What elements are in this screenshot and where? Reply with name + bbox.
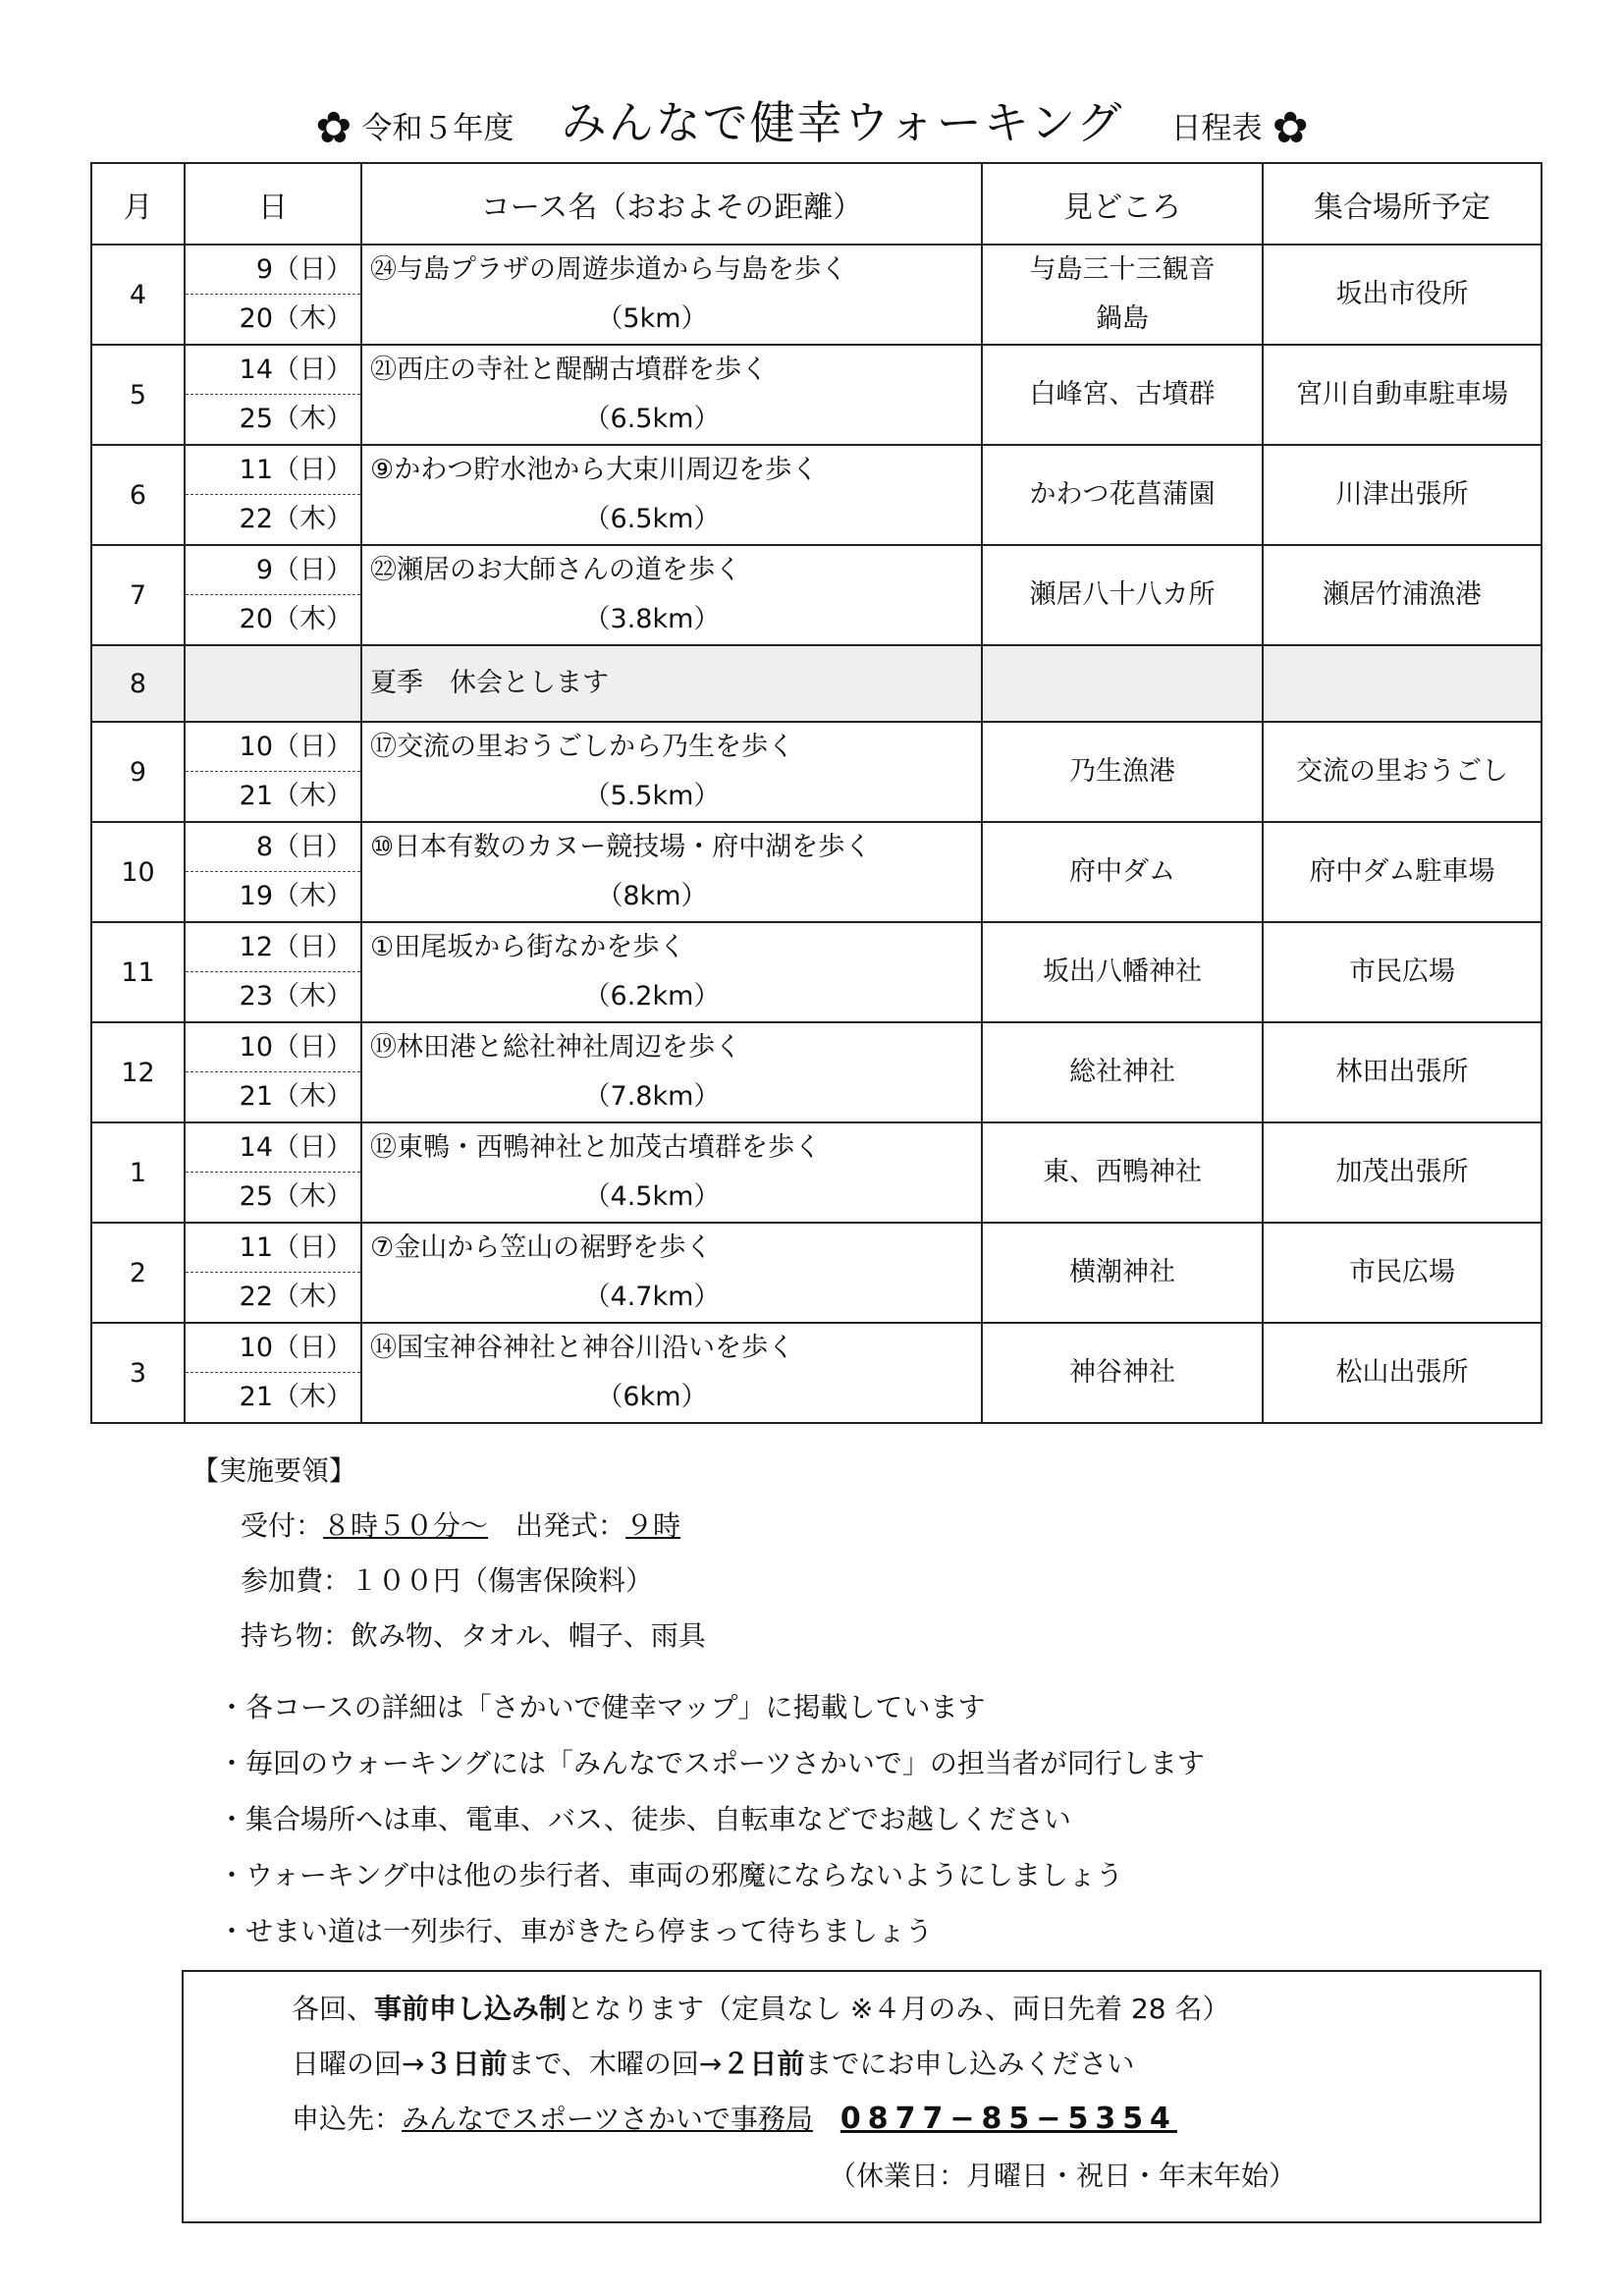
table-row xyxy=(91,822,1542,922)
text: 日曜の回→ xyxy=(292,2048,425,2080)
cell-course xyxy=(361,245,982,345)
cell-month: 5 xyxy=(91,345,185,445)
cell-month: 12 xyxy=(91,1022,185,1122)
cell-spot: 横潮神社 xyxy=(982,1223,1263,1323)
list-item: ・各コースの詳細は「さかいで健幸マップ」に掲載しています xyxy=(218,1691,986,1723)
header-place: 集合場所予定 xyxy=(1263,163,1542,245)
cell-course xyxy=(361,1122,982,1223)
cell-spot: 乃生漁港 xyxy=(982,722,1263,822)
date-sunday: 10（日） xyxy=(186,1324,360,1373)
closed-days: （休業日：月曜日・祝日・年末年始） xyxy=(828,2159,1296,2192)
date-thursday: 21（木） xyxy=(239,781,352,811)
course-distance: （6.5km） xyxy=(583,504,721,534)
table-row xyxy=(91,345,1542,445)
cell-month: 3 xyxy=(91,1323,185,1423)
cell-place xyxy=(1263,645,1542,722)
cell-month: 10 xyxy=(91,822,185,922)
items-line: 持ち物：飲み物、タオル、帽子、雨具 xyxy=(241,1619,706,1652)
date-sunday: 10（日） xyxy=(186,723,360,772)
cell-course xyxy=(361,1323,982,1423)
course-distance: （4.5km） xyxy=(583,1181,721,1212)
title-main: みんなで健幸ウォーキング xyxy=(561,96,1124,149)
cell-spot: 神谷神社 xyxy=(982,1323,1263,1423)
course-distance: （6.5km） xyxy=(583,404,721,434)
page-title xyxy=(0,93,1624,158)
course-name: ㉑西庄の寺社と醍醐古墳群を歩く xyxy=(370,355,768,385)
date-sunday: 14（日） xyxy=(186,346,360,395)
header-course: コース名（おおよその距離） xyxy=(361,163,982,245)
cell-course xyxy=(361,1223,982,1323)
emphasis: ２日前 xyxy=(722,2048,805,2080)
list-item: ・ウォーキング中は他の歩行者、車両の邪魔にならないようにしましょう xyxy=(218,1859,1124,1891)
flower-icon: ✿ xyxy=(315,103,352,153)
cell-spot: 府中ダム xyxy=(982,822,1263,922)
cell-spot: 東、西鴨神社 xyxy=(982,1122,1263,1223)
cell-spot: かわつ花菖蒲園 xyxy=(982,445,1263,545)
text: となります（定員なし ※４月のみ、両日先着 28 名） xyxy=(567,1993,1230,2025)
title-prefix: 令和５年度 xyxy=(361,111,514,146)
cell-spot: 与島三十三観音 鍋島 xyxy=(982,245,1263,345)
header-month: 月 xyxy=(91,163,185,245)
date-thursday: 20（木） xyxy=(239,604,352,634)
list-item: ・せまい道は一列歩行、車がきたら停まって待ちましょう xyxy=(218,1915,934,1947)
course-distance: （3.8km） xyxy=(583,604,721,634)
cell-spot xyxy=(982,645,1263,722)
table-row xyxy=(91,722,1542,822)
course-distance: （5km） xyxy=(596,303,708,334)
course-name: ⑦金山から笠山の裾野を歩く xyxy=(370,1232,713,1263)
list-item: ・毎回のウォーキングには「みんなでスポーツさかいで」の担当者が同行します xyxy=(218,1747,1205,1779)
date-thursday: 20（木） xyxy=(239,303,352,334)
application-line-1 xyxy=(292,1986,1230,2033)
cell-day xyxy=(185,245,361,345)
table-row xyxy=(91,922,1542,1022)
course-name: ⑭国宝神谷神社と神谷川沿いを歩く xyxy=(370,1333,794,1363)
date-sunday: 11（日） xyxy=(186,1224,360,1273)
departure-label: 出発式： xyxy=(515,1509,626,1542)
table-row xyxy=(91,545,1542,645)
header-spot: 見どころ xyxy=(982,163,1263,245)
date-thursday: 23（木） xyxy=(239,981,352,1011)
reception-line xyxy=(191,1499,706,1554)
cell-month: 1 xyxy=(91,1122,185,1223)
cell-month: 7 xyxy=(91,545,185,645)
text: まで、木曜の回→ xyxy=(507,2048,723,2080)
date-sunday: 14（日） xyxy=(186,1123,360,1173)
cell-course xyxy=(361,545,982,645)
list-item: ・集合場所へは車、電車、バス、徒歩、自転車などでお越しください xyxy=(218,1803,1071,1835)
flower-icon: ✿ xyxy=(1272,103,1309,153)
reception-label: 受付： xyxy=(241,1509,324,1542)
cell-month: 2 xyxy=(91,1223,185,1323)
date-sunday: 9（日） xyxy=(186,546,360,595)
cell-day xyxy=(185,345,361,445)
date-thursday: 25（木） xyxy=(239,404,352,434)
date-thursday: 25（木） xyxy=(239,1181,352,1212)
date-thursday: 22（木） xyxy=(239,504,352,534)
text: までにお申し込みください xyxy=(804,2048,1135,2080)
cell-day xyxy=(185,545,361,645)
course-name: ㉒瀬居のお大師さんの道を歩く xyxy=(370,555,741,585)
course-name: ⑲林田港と総社神社周辺を歩く xyxy=(370,1032,741,1063)
cell-course xyxy=(361,445,982,545)
rest-note: 夏季 休会とします xyxy=(370,668,609,698)
cell-place: 加茂出張所 xyxy=(1263,1122,1542,1223)
cell-month: 6 xyxy=(91,445,185,545)
title-suffix: 日程表 xyxy=(1170,111,1263,146)
cell-day xyxy=(185,1223,361,1323)
cell-spot: 総社神社 xyxy=(982,1022,1263,1122)
cell-course xyxy=(361,822,982,922)
course-name: ⑩日本有数のカヌー競技場・府中湖を歩く xyxy=(370,832,872,862)
guidelines-heading: 【実施要領】 xyxy=(191,1454,357,1487)
date-thursday: 19（木） xyxy=(239,881,352,911)
header-day: 日 xyxy=(185,163,361,245)
schedule-table xyxy=(90,162,1543,1424)
cell-place: 坂出市役所 xyxy=(1263,245,1542,345)
cell-day xyxy=(185,1122,361,1223)
contact-phone: 0877−85−5354 xyxy=(839,2102,1177,2136)
departure-time: ９時 xyxy=(625,1509,681,1542)
course-distance: （8km） xyxy=(596,881,708,911)
cell-course xyxy=(361,645,982,722)
cell-place: 瀬居竹浦漁港 xyxy=(1263,545,1542,645)
cell-spot: 白峰宮、古墳群 xyxy=(982,345,1263,445)
cell-place: 林田出張所 xyxy=(1263,1022,1542,1122)
cell-spot: 瀬居八十八カ所 xyxy=(982,545,1263,645)
date-thursday: 22（木） xyxy=(239,1282,352,1312)
cell-place: 交流の里おうごし xyxy=(1263,722,1542,822)
application-line-2 xyxy=(292,2041,1134,2088)
table-row xyxy=(91,1323,1542,1423)
cell-day xyxy=(185,922,361,1022)
cell-course xyxy=(361,922,982,1022)
table-row xyxy=(91,445,1542,545)
cell-course xyxy=(361,722,982,822)
cell-day xyxy=(185,822,361,922)
table-header-row xyxy=(91,163,1542,245)
date-sunday: 12（日） xyxy=(186,923,360,972)
table-row xyxy=(91,245,1542,345)
course-distance: （6km） xyxy=(596,1382,708,1412)
guidelines xyxy=(191,1444,706,1664)
contact-org: みんなでスポーツさかいで事務局 xyxy=(402,2103,813,2135)
table-row xyxy=(91,645,1542,722)
table-row xyxy=(91,1022,1542,1122)
emphasis: ３日前 xyxy=(424,2048,508,2080)
cell-course xyxy=(361,345,982,445)
cell-course xyxy=(361,1022,982,1122)
cell-place: 松山出張所 xyxy=(1263,1323,1542,1423)
cell-place: 宮川自動車駐車場 xyxy=(1263,345,1542,445)
course-distance: （7.8km） xyxy=(583,1081,721,1112)
cell-place: 川津出張所 xyxy=(1263,445,1542,545)
cell-day xyxy=(185,445,361,545)
date-sunday: 9（日） xyxy=(186,246,360,295)
text: 各回、 xyxy=(292,1993,375,2025)
date-sunday: 10（日） xyxy=(186,1023,360,1072)
contact-label: 申込先： xyxy=(292,2103,403,2135)
cell-place: 市民広場 xyxy=(1263,922,1542,1022)
course-distance: （4.7km） xyxy=(583,1282,721,1312)
table-row xyxy=(91,1223,1542,1323)
course-name: ①田尾坂から街なかを歩く xyxy=(370,932,686,962)
course-name: ⑰交流の里おうごしから乃生を歩く xyxy=(370,732,794,762)
course-distance: （5.5km） xyxy=(583,781,721,811)
notes-list xyxy=(218,1679,1205,1959)
reception-time: ８時５０分～ xyxy=(323,1509,489,1542)
cell-day xyxy=(185,1323,361,1423)
course-distance: （6.2km） xyxy=(583,981,721,1011)
course-name: ⑫東鴨・西鴨神社と加茂古墳群を歩く xyxy=(370,1132,821,1163)
cell-place: 府中ダム駐車場 xyxy=(1263,822,1542,922)
cell-day xyxy=(185,722,361,822)
date-sunday: 11（日） xyxy=(186,446,360,495)
table-row xyxy=(91,1122,1542,1223)
fee-line: 参加費：１００円（傷害保険料） xyxy=(241,1564,654,1597)
cell-place: 市民広場 xyxy=(1263,1223,1542,1323)
application-line-3 xyxy=(292,2096,1177,2143)
cell-day xyxy=(185,645,361,722)
date-thursday: 21（木） xyxy=(239,1382,352,1412)
date-thursday: 21（木） xyxy=(239,1081,352,1112)
emphasis: 事前申し込み制 xyxy=(374,1993,568,2025)
cell-day xyxy=(185,1022,361,1122)
cell-month: 9 xyxy=(91,722,185,822)
cell-month: 4 xyxy=(91,245,185,345)
cell-spot: 坂出八幡神社 xyxy=(982,922,1263,1022)
cell-month: 11 xyxy=(91,922,185,1022)
cell-month: 8 xyxy=(91,645,185,722)
course-name: ㉔与島プラザの周遊歩道から与島を歩く xyxy=(370,254,847,285)
date-sunday: 8（日） xyxy=(186,823,360,872)
application-box xyxy=(182,1970,1542,2223)
course-name: ⑨かわつ貯水池から大束川周辺を歩く xyxy=(370,455,819,485)
